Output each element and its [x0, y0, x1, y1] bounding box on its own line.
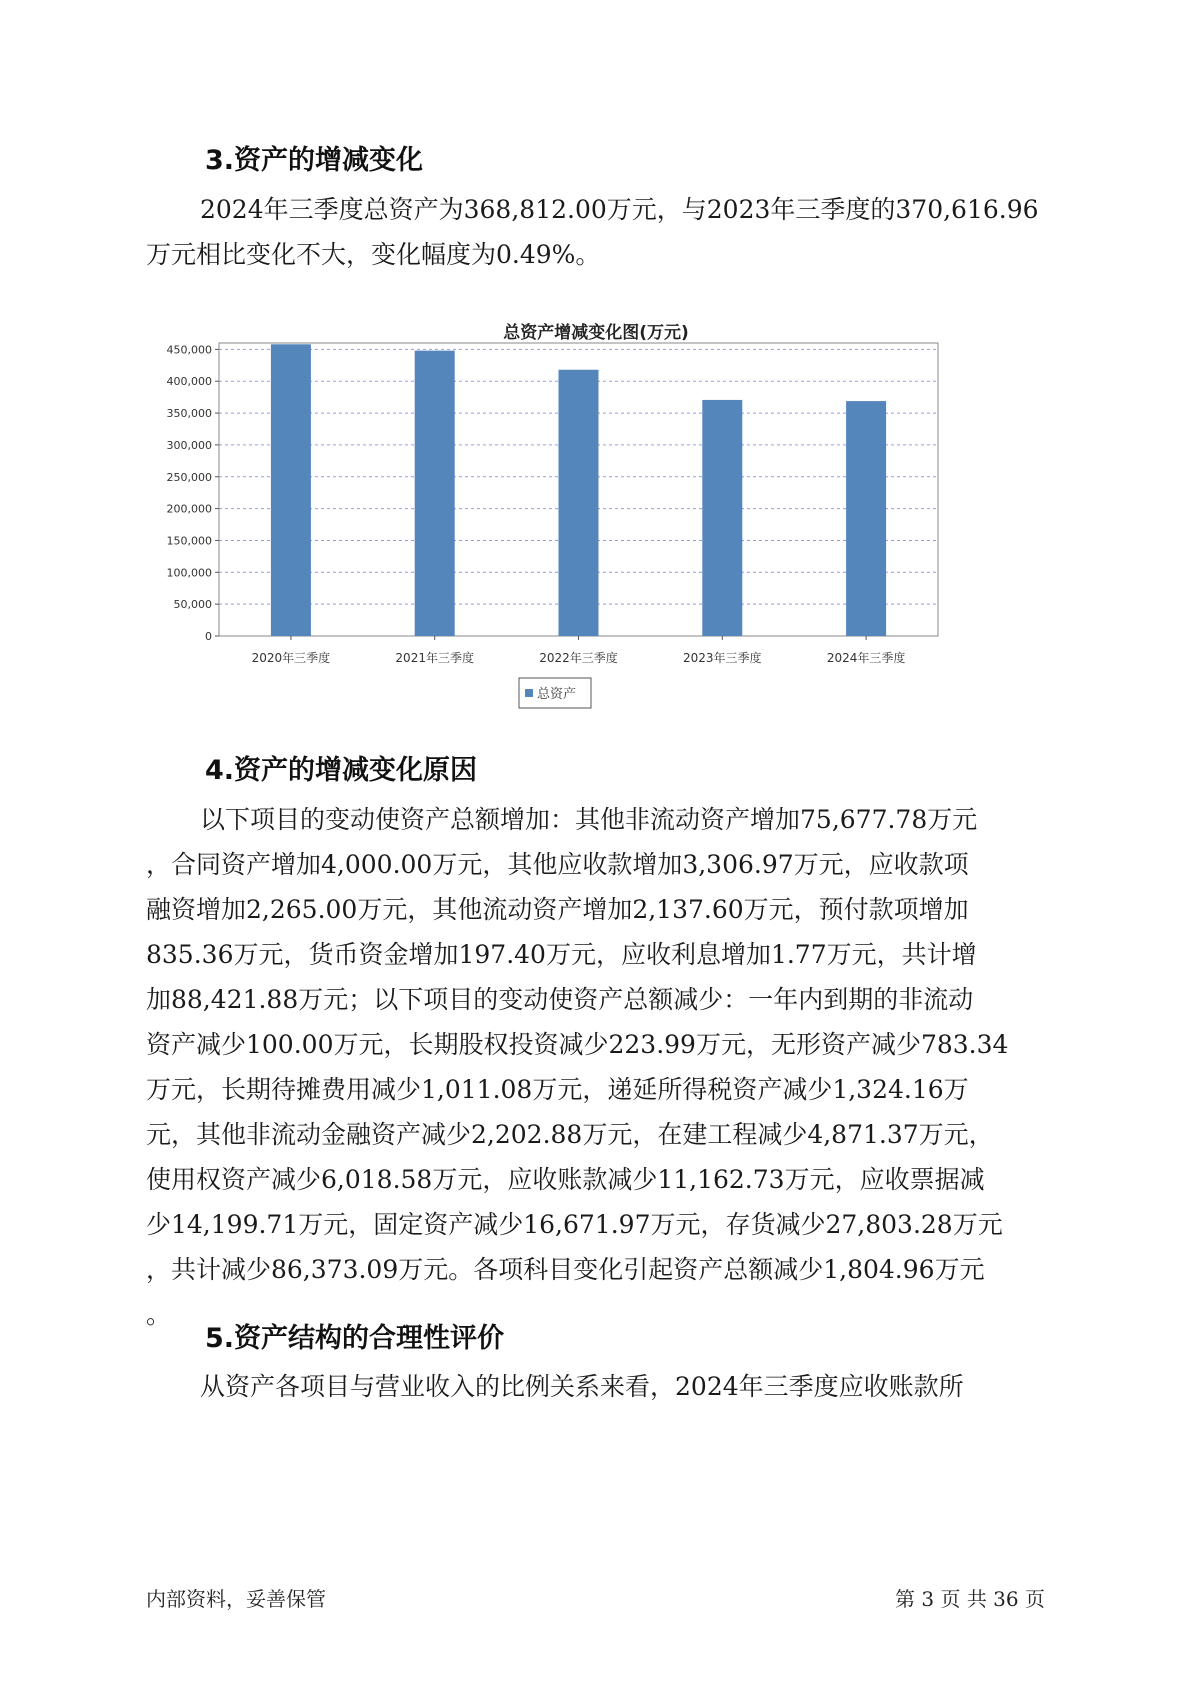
total-assets-chart [146, 318, 1046, 768]
legend-swatch [525, 689, 533, 697]
paragraph-line: 2024年三季度总资产为368,812.00万元，与2023年三季度的370,616.96 [200, 195, 1039, 224]
x-tick-label: 2022年三季度 [539, 651, 618, 665]
paragraph-line: 从资产各项目与营业收入的比例关系来看，2024年三季度应收账款所 [200, 1372, 964, 1401]
bar [702, 400, 742, 636]
y-tick-label: 400,000 [166, 375, 212, 389]
paragraph-line: 。 [146, 1300, 172, 1329]
x-tick-label: 2024年三季度 [826, 651, 906, 665]
y-tick-label: 0 [205, 630, 212, 643]
bar [846, 401, 886, 636]
legend-label: 总资产 [537, 687, 577, 702]
y-tick-label: 300,000 [166, 438, 212, 452]
y-tick-label: 50,000 [173, 598, 212, 612]
y-tick-label: 350,000 [166, 407, 212, 421]
y-tick-label: 150,000 [166, 534, 212, 548]
paragraph-line: 万元，长期待摊费用减少1,011.08万元，递延所得税资产减少1,324.16万 [146, 1075, 969, 1104]
footer-confidential-note: 内部资料，妥善保管 [146, 1587, 326, 1611]
section-4-heading: 4.资产的增减变化原因 [205, 755, 478, 786]
paragraph-line: ，合同资产增加4,000.00万元，其他应收款增加3,306.97万元，应收款项 [146, 850, 969, 879]
section-5-heading: 5.资产结构的合理性评价 [205, 1323, 505, 1354]
y-tick-label: 100,000 [166, 566, 212, 580]
paragraph-line: 835.36万元，货币资金增加197.40万元，应收利息增加1.77万元，共计增 [146, 940, 977, 969]
bar [415, 351, 455, 636]
x-tick-label: 2020年三季度 [251, 651, 331, 665]
paragraph-line: 元，其他非流动金融资产减少2,202.88万元，在建工程减少4,871.37万元， [146, 1120, 994, 1149]
section-5-paragraph [146, 1364, 1061, 1409]
y-tick-label: 250,000 [166, 470, 212, 484]
paragraph-line: 万元相比变化不大，变化幅度为0.49%。 [146, 240, 601, 269]
paragraph-line: 使用权资产减少6,018.58万元，应收账款减少11,162.73万元，应收票据减 [146, 1165, 985, 1194]
x-tick-label: 2023年三季度 [683, 651, 762, 665]
chart-title: 总资产增减变化图(万元) [503, 323, 689, 343]
y-tick-label: 200,000 [166, 502, 212, 516]
bar [271, 344, 311, 636]
paragraph-line: 以下项目的变动使资产总额增加：其他非流动资产增加75,677.78万元 [200, 805, 978, 834]
bar [559, 370, 599, 636]
section-4-paragraph [146, 797, 1061, 1337]
paragraph-line: 加88,421.88万元；以下项目的变动使资产总额减少：一年内到期的非流动 [146, 985, 974, 1014]
paragraph-line: 融资增加2,265.00万元，其他流动资产增加2,137.60万元，预付款项增加 [146, 895, 969, 924]
section-3-heading: 3.资产的增减变化 [205, 145, 424, 176]
x-tick-label: 2021年三季度 [395, 651, 474, 665]
y-tick-label: 450,000 [166, 343, 212, 357]
footer-page-number: 第 3 页 共 36 页 [895, 1587, 1045, 1611]
paragraph-line: 少14,199.71万元，固定资产减少16,671.97万元，存货减少27,803.28万元 [146, 1210, 1003, 1239]
paragraph-line: 资产减少100.00万元，长期股权投资减少223.99万元，无形资产减少783.34 [146, 1030, 1009, 1059]
chart-canvas [146, 318, 1046, 768]
paragraph-line: ，共计减少86,373.09万元。各项科目变化引起资产总额减少1,804.96万元 [146, 1255, 985, 1284]
section-3-paragraph [146, 187, 1061, 277]
